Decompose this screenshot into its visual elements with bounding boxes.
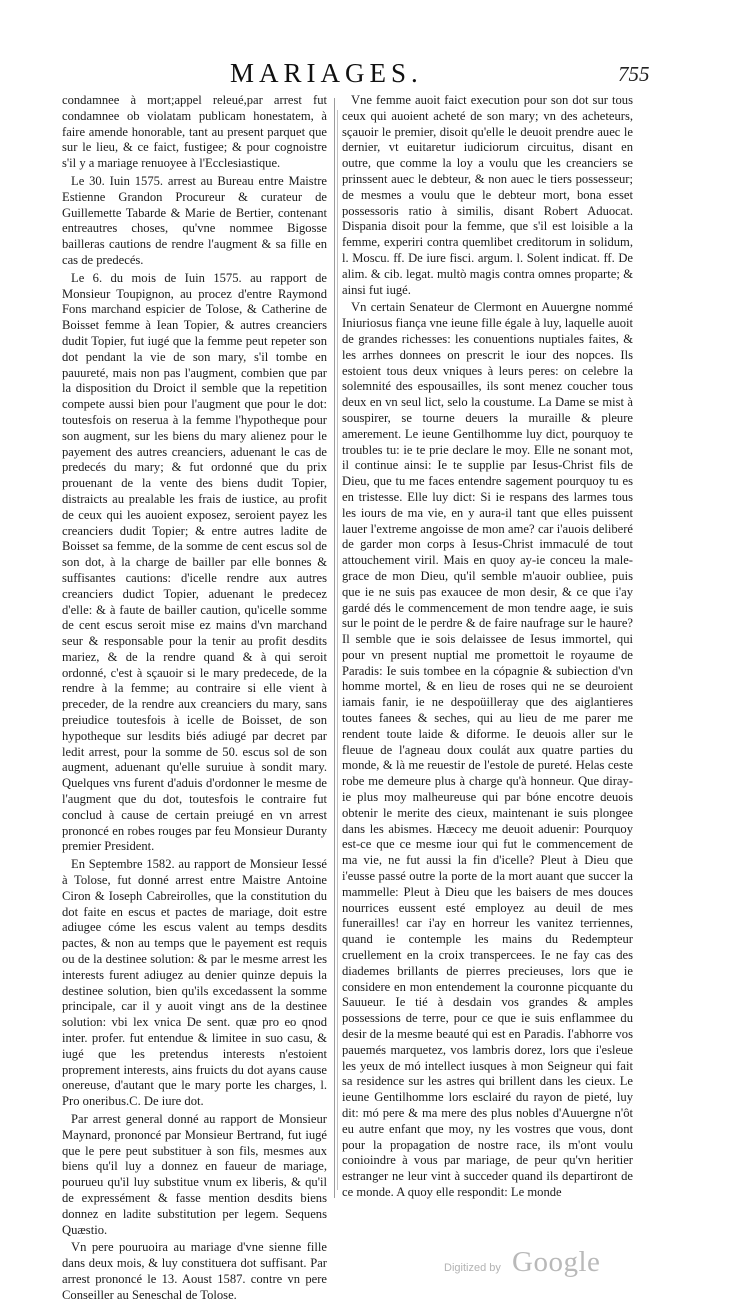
- google-logo: Google: [512, 1246, 601, 1278]
- column-rule-shadow: [337, 110, 338, 1190]
- digitized-by-label: Digitized by: [444, 1262, 501, 1274]
- page-number: 755: [618, 62, 650, 86]
- paragraph: En Septembre 1582. au rapport de Monsieur Iessé à Tolose, fut donné arrest entre Maistre Antoine Ciron & Ioseph Cabreirolles, que la constitution du dot faite en escus et pactes de mariage, doit estre adiugee cóme les escus valent au temps desdits pactes, & non au temps que le payement est requis ou de la destinee solution: & par le mesme arrest les interests furent adiugez au denier quinze depuis la destinee solution, bien qu'ils excedassent la somme principale, car il y auoit vingt ans de la destinee solution: vbi lex vnica De sent. quæ pro eo qnod inter. profer. fut entendue & limitee in suo casu, & iugé que les pretendus interests n'estoient proprement interests, ains fruicts du dot ayans cause onereuse, d'autant que le mary porte les charges, l. Pro oneribus.C. De iure dot.: [62, 857, 327, 1109]
- paragraph: Le 6. du mois de Iuin 1575. au rapport de Monsieur Toupignon, au procez d'entre Raymond Fons marchand espicier de Tolose, & Catherine de Boisset femme à Iean Topier, & autres creanciers dudit Topier, fut iugé que la femme peut repeter son dot pendant la vie de son mary, s'il tombe en pauureté, mais non pas l'augment, combien que par la disposition du Droict il semble que la repetition compete aussi bien pour l'augment que pour le dot: toutesfois on reserua à la femme l'hypotheque pour son augment, sur les biens du mary alienez pour le payement des autres creanciers, aduenant le cas de predecés du mary; & fut ordonné que du prix prouenant de la vente des biens dudit Topier, distraicts au prealable les frais de iustice, au profit de ceux qui les auoient exposez, seroient payez les creanciers dudit Topier; & entre autres ladite de Boisset sa femme, de la somme de cent escus sol de son dot, à la charge de bailler par elle bonnes & suffisantes cautions: d'icelle rendre aux autres creanciers dudict Topier, aduenant le predecez d'elle: & à faute de bailler caution, qu'icelle somme de cent escus seroit mise ez mains d'vn marchand seur & responsable pour la tenir au profit desdits mariez, & de la rendre quand & à qui seroit ordonné, c'est à sçauoir si le mary predecede, de la rendre à la femme; au contraire si elle vient à preceder, de la rendre aux creanciers du mary, sans preiudice toutesfois à icelle de Boisset, de son hypotheque sur lesdits biés adiugé par decret par ledit arrest, pour la somme de 50. escus sol de son augment, aduenant qu'elle suruiue à sondit mary. Quelques vns furent d'aduis d'ordonner le mesme de l'augment que du dot, toutesfois le contraire fut conclud à cause de certain preiugé en vn arrest prononcé en robes rouges par feu Monsieur Duranty premier President.: [62, 270, 327, 854]
- digitized-by-google-watermark: [444, 1246, 644, 1280]
- left-column: [62, 93, 327, 1302]
- paragraph: Vn pere pouruoira au mariage d'vne sienne fille dans deux mois, & luy constituera dot suffisant. Par arrest prononcé le 13. Aoust 1587. contre vn pere Conseiller au Seneschal de Tolose.: [62, 1240, 327, 1302]
- running-head: [0, 58, 740, 98]
- running-title: MARIAGES.: [230, 58, 423, 88]
- paragraph: Vne femme auoit faict execution pour son dot sur tous ceux qui auoient acheté de son mary; vn des acheteurs, sçauoir le premier, disoit qu'elle le deuoit prendre auec le dernier, vt euitaretur iudiciorum circuitus, disant en outre, que comme la loy a voulu que les creanciers se prinssent auec le debteur, & non auec le tiers possesseur; de mesmes a voulu que le debteur mort, bona esset possessoris ratio à similis, disant Robert Aduocat. Dispania disoit pour la femme, que s'il est loisible a la femme, experiri contra quemlibet creditorum in solidum, l. Moscu. ff. De iure fisci. argum. l. Solent indicat. ff. De alim. & cib. legat. multò magis contra omnes proparte; & ainsi fut iugé.: [342, 93, 633, 297]
- right-column: [342, 93, 633, 1208]
- column-rule: [334, 98, 335, 1198]
- paragraph: Vn certain Senateur de Clermont en Auuergne nommé Iniuriosus fiança vne ieune fille égale à luy, laquelle auoit de grandes richesses: les conuentions nuptiales faites, & les arrhes donnees on prescrit le iour des nopces. Ils estoient tous deux vniques à leurs peres: on celebre la solemnité des espousailles, ils sont menez coucher tous deux en vn seul lict, selo la coustume. La Dame se mist à souspirer, se tourne deuers la muraille & pleure amerement. Le ieune Gentilhomme luy dict, pourquoy te troubles tu: ie te prie declare le moy. Elle ne sonant mot, il continue ainsi: Ie te supplie par Iesus-Christ fils de Dieu, que tu me faces entendre sagement pourquoy tu es en tristesse. Elle luy dict: Si ie respans des larmes tous les iours de ma vie, en y aura-il tant que elles puissent lauer l'extreme angoisse de mon ame? car i'auois deliberé de garder mon corps à Iesus-Christ immaculé de tout attouchement viril. Mais en quoy ay-ie conceu la male-grace de mon Dieu, qu'il semble m'auoir oubliee, puis que ie ne suis pas exaucee de mon desir, & ce que i'ay gardé dés le commencement de mon tendre aage, ie suis sur le point de le perdre & de faire naufrage sur le haure? Il semble que ie sois delaissee de Iesus immortel, qui pour vn present nuptial me promettoit le royaume de Paradis: Ie suis tombee en la cópagnie & subiection d'vn homme mortel, & en lieu de roses qui ne se deuroient iamais fanir, ie ne despoüilleray que des aiglantieres toutes fanees & seches, qui au lieu de me parer me rendent toute laide & diforme. Ie deuois aller sur le fleuue de l'agneau doux coulát aux quatre parties du monde, & là me reuestir de l'estole de pureté. Helas ceste robe me demeure plus à charge qu'à honneur. Que diray-ie plus moy malheureuse qui par bóne encotre deuois obtenir le merite des cieux, maintenant ie suis plongee dans les abismes. Hæcecy me deuoit aduenir: Pourquoy est-ce que ce mesme iour qui fut le commencement de ma vie, ne fut aussi la fin d'icelle? Pleut à Dieu que i'eusse passé outre la porte de la mort auant que succer la mammelle: Pleut à Dieu que les baisers de mes douces nourrices eussent esté employez au deuil de mes funerailles! car i'ay en horreur les vanitez terriennes, quand ie contemple les mains du Redempteur cruellement en la croix transpercees. Ie ne fay cas des diademes brillants de pierres precieuses, lors que ie considere en mon entendement la couronne picquante du Sauueur. Ie tié à desdain vos grandes & amples possessions de terre, pour ce que ie suis enflammee du desir de la mesme beauté qui est en Paradis. I'abhorre vos pauemés marquetez, vos lambris dorez, lors que i'esleue les yeux de mó intellect iusques à mon Seigneur qui fait sa residence sur les astres qui brillent dans les cieux. Le ieune Gentilhomme lors esclairé du rayon de pieté, luy dit: mó pere & ma mere des plus nobles d'Auuergne n'ôt eu autre enfant que moy, ny les vostres que vous, dont pour la propagation de nostre race, ils m'ont voulu conioindre à vous par mariage, de peur qu'vn heritier estranger ne leur vint à succeder quand ils departiront de ce monde. A quoy elle respondit: Le monde: [342, 300, 633, 1199]
- paragraph: Par arrest general donné au rapport de Monsieur Maynard, prononcé par Monsieur Bertrand, fut iugé que le pere peut substituer à son fils, mesmes aux biens qu'il luy a donnez en faueur de mariage, pourueu qu'il luy substitue vnum ex liberis, & qu'il de expressément & fasse mention desdits biens donnez en ladite substitution per legem. Sequens Quæstio.: [62, 1112, 327, 1237]
- paragraph: condamnee à mort;appel releué,par arrest fut condamnee ob violatam publicam honestatem, à faire amende honorable, tant au present parquet que sur le lieu, & ce faict, fustigee; & pour cognoistre s'il y a mariage renuoyee à l'Ecclesiastique.: [62, 93, 327, 171]
- paragraph: Le 30. Iuin 1575. arrest au Bureau entre Maistre Estienne Grandon Procureur & curateur de Guillemette Tabarde & Marie de Bertier, contenant entreautres choses, qu'vne nommee Bigosse bailleras cautions de rendre l'augment & sa fille en cas de predecés.: [62, 173, 327, 267]
